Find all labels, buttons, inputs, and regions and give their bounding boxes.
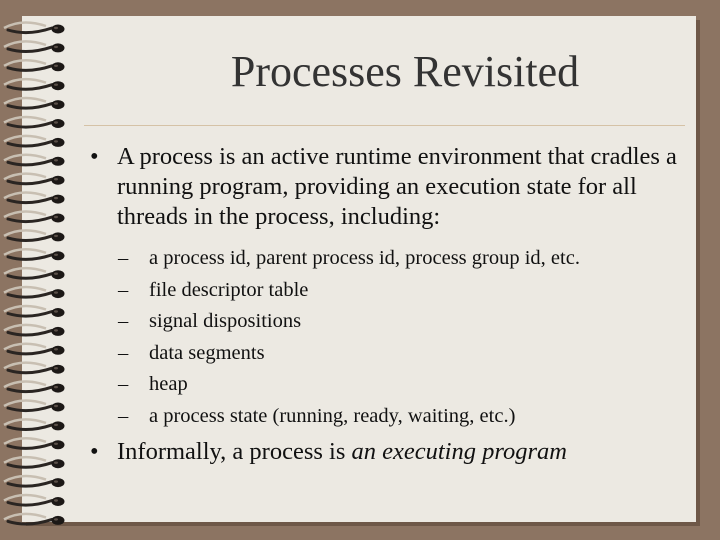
spiral-coil [4,98,65,109]
spiral-coil [4,325,65,336]
sub-bullet-process-state [90,401,680,433]
title-divider [84,125,685,126]
sub-bullet-text: a process state (running, ready, waiting, etc.) [149,404,516,427]
spiral-coil [4,514,65,525]
sub-bullet-process-ids [90,243,680,275]
slide-body [90,142,680,467]
spiral-coil [4,79,65,90]
spiral-coil [4,268,65,279]
sub-bullet-heap [90,369,680,401]
spiral-coil [4,136,65,147]
spiral-coil [4,476,65,487]
dash-marker: – [118,373,129,395]
spiral-coil [4,117,65,128]
spiral-coil [4,41,65,52]
sub-bullet-file-descriptor-table [90,275,680,307]
sub-bullet-text: heap [149,373,188,395]
sub-bullet-text: signal dispositions [149,310,302,332]
spiral-coil [4,60,65,71]
spiral-coil [4,438,65,449]
sub-bullet-signal-dispositions [90,306,680,338]
spiral-coil [4,174,65,185]
spiral-coil [4,344,65,355]
sub-bullet-text: a process id, parent process id, process group id, etc. [149,247,580,269]
spiral-coil [4,363,65,374]
bullet-marker: • [90,438,99,465]
bullet-process-definition [90,142,680,232]
spiral-coil [4,249,65,260]
spiral-coil [4,193,65,204]
spiral-coil [4,22,65,33]
dash-marker: – [118,278,129,301]
spiral-binding-icon [0,14,82,526]
spiral-coil [4,306,65,317]
spiral-coil [4,400,65,411]
spiral-coil [4,382,65,393]
dash-marker: – [118,247,129,269]
bullet-emphasis: an executing program [351,438,567,465]
spiral-coil [4,155,65,166]
spiral-coil [4,419,65,430]
dash-marker: – [118,310,129,332]
spiral-coil [4,287,65,298]
spiral-coil [4,230,65,241]
sub-bullet-text: file descriptor table [149,278,309,301]
dash-marker: – [118,341,129,364]
spiral-coil [4,211,65,222]
bullet-text: Informally, a process is [117,438,352,465]
spiral-coil [4,495,65,506]
bullet-marker: • [90,143,99,170]
bullet-informal-definition [90,437,680,467]
dash-marker: – [118,404,129,427]
sub-bullet-text: data segments [149,341,265,364]
bullet-text: A process is an active runtime environment that cradles a running program, providing an execution state for all threads in the process, including: [117,143,677,230]
sub-bullet-data-segments [90,338,680,370]
slide-title: Processes Revisited [230,47,580,96]
spiral-coil [4,457,65,468]
sub-bullet-list [90,243,680,432]
